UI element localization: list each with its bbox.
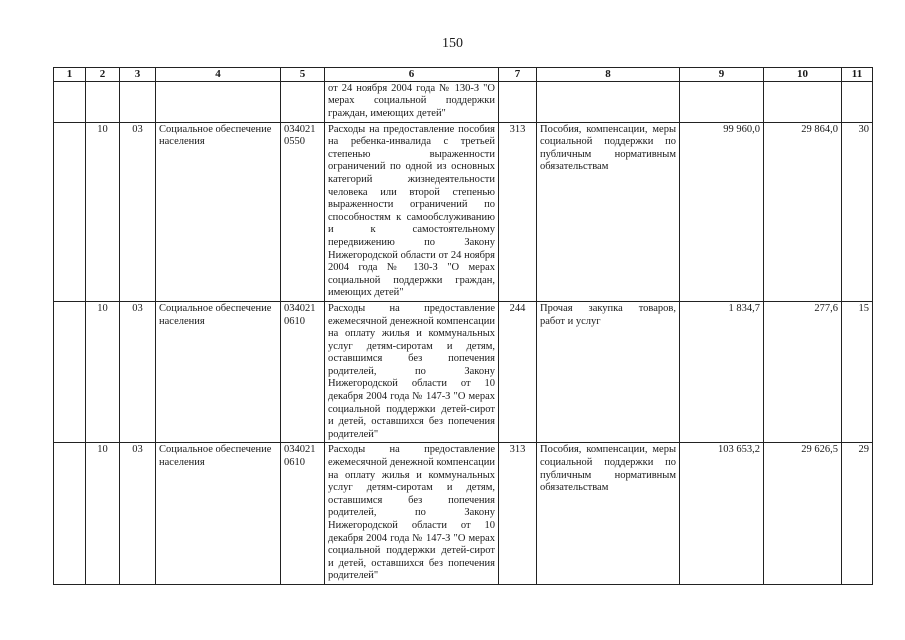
cell-amount-2: 29 864,0 <box>764 122 842 301</box>
cell-section: 10 <box>86 122 120 301</box>
cell-expense-type-name: Пособия, компенсации, меры социальной поддержки по публичным нормативным обязательствам <box>537 443 680 585</box>
cell-section-name: Социальное обеспечение населения <box>156 301 281 443</box>
cell-col-1 <box>54 122 86 301</box>
cell-section-name <box>156 81 281 122</box>
header-col-2: 2 <box>86 68 120 82</box>
cell-expense-type: 313 <box>499 122 537 301</box>
budget-table <box>53 67 873 585</box>
header-row <box>54 68 873 82</box>
header-col-5: 5 <box>281 68 325 82</box>
cell-amount-2: 277,6 <box>764 301 842 443</box>
cell-amount-2 <box>764 81 842 122</box>
cell-section: 10 <box>86 301 120 443</box>
cell-col-1 <box>54 81 86 122</box>
header-col-3: 3 <box>120 68 156 82</box>
cell-expense-type-name <box>537 81 680 122</box>
cell-target-code: 034021 0610 <box>281 301 325 443</box>
cell-percent: 15 <box>842 301 873 443</box>
cell-expense-description: Расходы на предоставление пособия на ребенка-инвалида с третьей степенью выраженности ограничений по одной из основных категорий жизнедеятельности человека или второй степенью выраженности ограничений по способностям к самообслуживанию и к самостоятельному передвижению по Закону Нижегородской области от 24 ноября 2004 года № 130-З "О мерах социальной поддержки граждан, имеющих детей" <box>325 122 499 301</box>
cell-expense-type-name: Пособия, компенсации, меры социальной поддержки по публичным нормативным обязательствам <box>537 122 680 301</box>
cell-subsection: 03 <box>120 443 156 585</box>
header-col-8: 8 <box>537 68 680 82</box>
header-col-4: 4 <box>156 68 281 82</box>
cell-amount: 1 834,7 <box>680 301 764 443</box>
table-row <box>54 81 873 122</box>
cell-percent: 30 <box>842 122 873 301</box>
cell-col-1 <box>54 443 86 585</box>
cell-target-code: 034021 0550 <box>281 122 325 301</box>
cell-expense-type: 313 <box>499 443 537 585</box>
cell-amount: 99 960,0 <box>680 122 764 301</box>
cell-section-name: Социальное обеспечение населения <box>156 443 281 585</box>
cell-expense-description: Расходы на предоставление ежемесячной денежной компенсации на оплату жилья и коммунальных услуг детям-сиротам и детям, оставшимся без попечения родителей, по Закону Нижегородской области от 10 декабря 2004 года № 147-З "О мерах социальной поддержки детей-сирот и детей, оставшихся без попечения родителей" <box>325 443 499 585</box>
table-row <box>54 301 873 443</box>
header-col-10: 10 <box>764 68 842 82</box>
cell-target-code <box>281 81 325 122</box>
cell-expense-type: 244 <box>499 301 537 443</box>
cell-target-code: 034021 0610 <box>281 443 325 585</box>
header-col-1: 1 <box>54 68 86 82</box>
table-row <box>54 443 873 585</box>
cell-expense-type-name: Прочая закупка товаров, работ и услуг <box>537 301 680 443</box>
header-col-9: 9 <box>680 68 764 82</box>
cell-subsection: 03 <box>120 122 156 301</box>
header-col-11: 11 <box>842 68 873 82</box>
cell-section: 10 <box>86 443 120 585</box>
page-number: 150 <box>442 36 463 51</box>
header-col-6: 6 <box>325 68 499 82</box>
cell-expense-description: Расходы на предоставление ежемесячной денежной компенсации на оплату жилья и коммунальных услуг детям-сиротам и детям, оставшимся без попечения родителей, по Закону Нижегородской области от 10 декабря 2004 года № 147-З "О мерах социальной поддержки детей-сирот и детей, оставшихся без попечения родителей" <box>325 301 499 443</box>
cell-section-name: Социальное обеспечение населения <box>156 122 281 301</box>
cell-expense-type <box>499 81 537 122</box>
cell-subsection <box>120 81 156 122</box>
cell-col-1 <box>54 301 86 443</box>
table-row <box>54 122 873 301</box>
cell-amount <box>680 81 764 122</box>
cell-expense-description: от 24 ноября 2004 года № 130-З "О мерах социальной поддержки граждан, имеющих детей" <box>325 81 499 122</box>
cell-amount: 103 653,2 <box>680 443 764 585</box>
cell-section <box>86 81 120 122</box>
cell-subsection: 03 <box>120 301 156 443</box>
cell-percent: 29 <box>842 443 873 585</box>
cell-percent <box>842 81 873 122</box>
header-col-7: 7 <box>499 68 537 82</box>
cell-amount-2: 29 626,5 <box>764 443 842 585</box>
